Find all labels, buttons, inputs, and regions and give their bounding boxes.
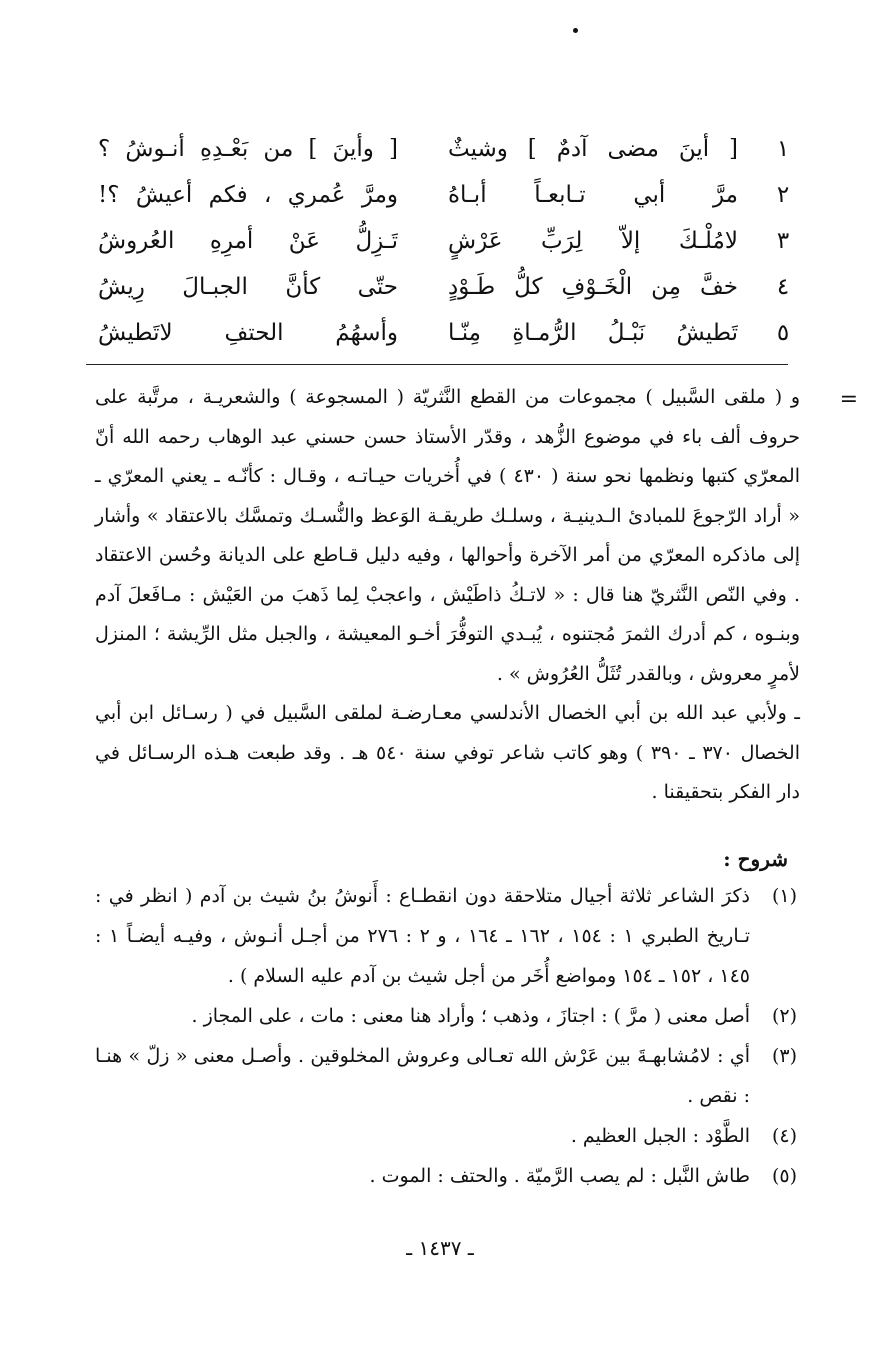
page-number: ـ ١٤٣٧ ـ [406,1236,474,1260]
verse-first-hemistich: [ أينَ مضى آدمٌ ] وشيثٌ [448,136,738,162]
commentary-text: ذكرَ الشاعر ثلاثة أجيال متلاحقة دون انقطـاع : أَنوشُ بنُ شيث بن آدم ( انظر في : تـاريخ الطبري ١ : ١٥٤ ، ١٦٢ ـ ١٦٤ ، و ٢ : ٢٧٦ من أجـل أنـوش ، وفيـه أيضـاً ١ : ١٤٥ ، ١٥٢ ـ ١٥٤ ومواضع أُخَر من أجل شيث بن آدم عليه السلام ) . [95,885,750,987]
verse-second-hemistich: وأسهُمُ الحتفِ لاتَطيشُ [98,320,398,346]
commentary-list [95,876,795,1196]
verse-second-hemistich: حتّى كأنَّ الجبـالَ رِيشُ [98,274,398,300]
verse-first-hemistich: تَطيشُ نَبْـلُ الرُّمـاةِ مِنّـا [448,320,738,346]
verse-line [78,310,793,356]
commentary-item [95,1116,795,1156]
commentary-number: (٣) [771,1045,797,1067]
footnote-block [95,378,858,813]
commentary-item [95,1156,795,1196]
commentary-number: (٢) [771,1005,797,1027]
footnote-paragraph: و ( ملقى السَّبيل ) مجموعات من القطع النَّثريّة ( المسجوعة ) والشعريـة ، مرتَّبة على حروف ألف باء في موضوع الزُّهد ، وقدّر الأستاذ حسن حسني عبد الوهاب رحمه الله أنّ المعرّي كتبها ونظمها نحو سنة ( ٤٣٠ ) في أُخريات حيـاتـه ، وقـال : كأنّـه ـ يعني المعرّي ـ « أراد الرّجوعَ للمبادئ الـدينيـة ، وسلـك طريقـة الوَعظ والنُّسـك وتمسَّك بالاعتقاد » وأشار إلى ماذكره المعرّي من أمر الآخرة وأحوالها ، وفيه دليل قـاطع على الديانة وحُسن الاعتقاد . وفي النّص النَّثريّ هنا قال : « لاتـكُ ذاطَيْش ، واعجبْ لِما ذَهبَ من العَيْش : مـافَعلَ آدم وبنـوه ، كم أدرك الثمرَ مُجتنوه ، يُبـدي التوفُّرَ أخـو المعيشة ، والجبل مثل الرِّيشة ؛ المنزل لأمرٍ معروش ، وبالقدر تُثَلُّ العُرُوش » . [95,386,800,685]
verse-number: ٢ [776,182,790,208]
commentary-number: (٤) [771,1125,797,1147]
verse-line [78,172,793,218]
verse-first-hemistich: مرَّ أبي تـابعـاً أبـاهُ [448,182,738,208]
commentary-text: طاش النَّبل : لم يصب الرَّميّة . والحتف : الموت . [369,1165,750,1187]
verse-number: ٤ [776,274,790,300]
commentary-item [95,876,795,996]
commentary-item [95,1036,795,1116]
verse-number: ١ [776,136,790,162]
commentary-text: الطَّوْد : الجبل العظيم . [570,1125,750,1147]
commentary-number: (٥) [771,1165,797,1187]
printing-dot [573,28,578,33]
commentary-heading: شروح : [723,847,788,871]
commentary-item [95,996,795,1036]
verse-second-hemistich: [ وأينَ ] من بَعْـدِهِ أنـوشُ ؟ [98,136,398,162]
commentary-text: أصل معنى ( مرَّ ) : اجتازَ ، وذهب ؛ وأراد هنا معنى : مات ، على المجاز . [191,1005,750,1027]
verse-first-hemistich: لامُلْـكَ إلاّ لِرَبِّ عَرْشٍ [448,228,738,254]
footnote-paragraph: ـ ولأبي عبد الله بن أبي الخصال الأندلسي معـارضـة لملقى السَّبيل في ( رسـائل ابن أبي الخصال ٣٧٠ ـ ٣٩٠ ) وهو كاتب شاعر توفي سنة ٥٤٠ هـ . وقد طبعت هـذه الرسـائل في دار الفكر بتحقيقنا . [95,702,800,803]
verse-second-hemistich: ومرَّ عُمري ، فكم أعيشُ ؟! [98,182,398,208]
verse-line [78,218,793,264]
verse-second-hemistich: تَـزِلُّ عَنْ أمرِهِ العُروشُ [98,228,398,254]
continuation-mark: = [839,387,858,412]
verse-line [78,264,793,310]
commentary-number: (١) [771,885,797,907]
verse-line [78,126,793,172]
footnote-separator [86,364,788,365]
commentary-text: أي : لامُشابهـةَ بين عَرْش الله تعـالى وعروش المخلوقين . وأصـل معنى « زلّ » هنـا : نقص . [95,1045,750,1107]
verse-number: ٣ [776,228,790,254]
verse-first-hemistich: خفَّ مِن الْخَـوْفِ كلُّ طَـوْدٍ [448,274,738,300]
poem-verses [78,126,793,356]
verse-number: ٥ [776,320,790,346]
